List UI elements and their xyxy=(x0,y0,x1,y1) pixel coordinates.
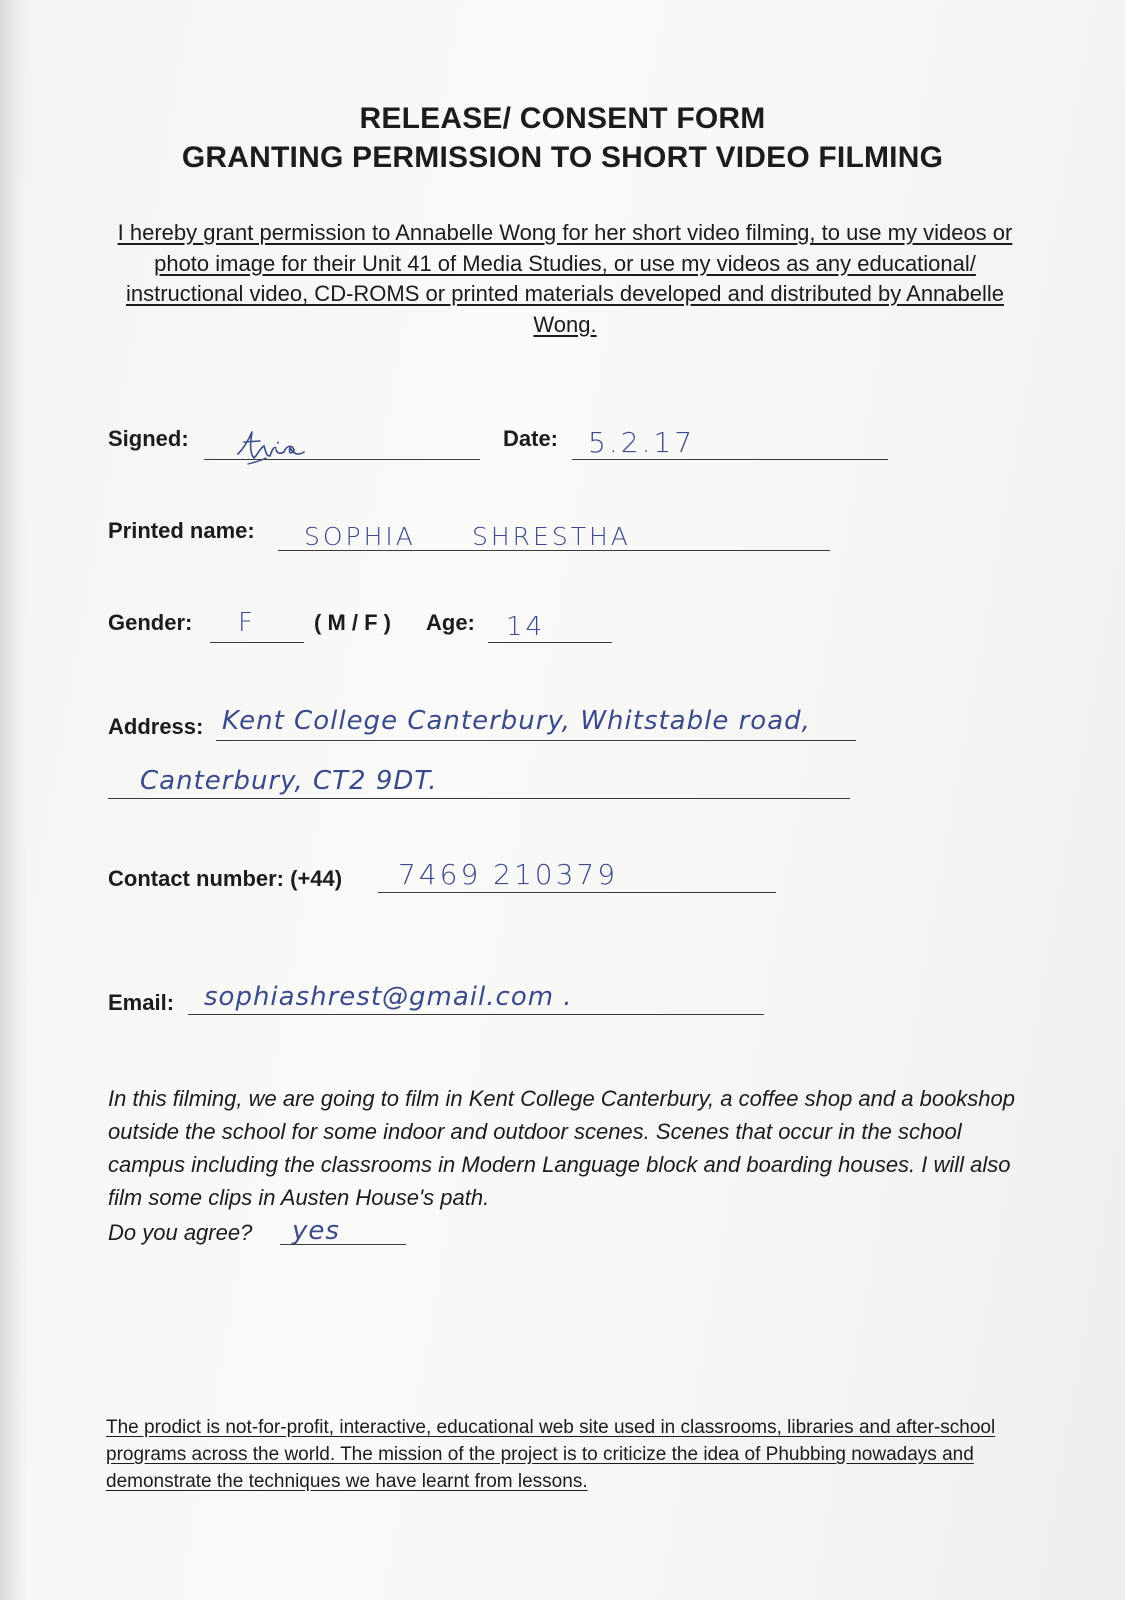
printed-first-name: SOPHIA xyxy=(304,522,416,551)
date-value: 5.2.17 xyxy=(588,426,696,459)
address-label: Address: xyxy=(108,714,204,739)
printed-name-label: Printed name: xyxy=(108,518,255,543)
contact-line[interactable] xyxy=(378,892,776,893)
filming-description: In this filming, we are going to film in Kent College Canterbury, a coffee shop and a bookshop outside the school for some indoor and outdoor scenes. Scenes that occur in the school campus including the classrooms in Modern Language block and boarding houses. I will also film some clips in Austen House's path. xyxy=(108,1086,1016,1210)
form-subtitle: GRANTING PERMISSION TO SHORT VIDEO FILMING xyxy=(181,141,944,174)
address-value-line2: Canterbury, CT2 9DT. xyxy=(140,766,438,796)
age-value: 14 xyxy=(506,612,546,642)
signed-label: Signed: xyxy=(108,426,189,451)
address-line-1[interactable] xyxy=(216,740,856,741)
age-label: Age: xyxy=(426,610,475,635)
gender-options: ( M / F ) xyxy=(314,610,391,635)
form-title: RELEASE/ CONSENT FORM xyxy=(359,102,766,135)
contact-value: 7469 210379 xyxy=(398,858,619,891)
project-footer-note: The prodict is not-for-profit, interactive, educational web site used in classrooms, libraries and after-school programs across the world. The mission of the project is to criticize the idea of Phubbing nowadays and demonstrate the techniques we have learnt from lessons. xyxy=(106,1417,996,1492)
age-line[interactable] xyxy=(488,642,612,643)
email-line[interactable] xyxy=(188,1014,764,1015)
email-value: sophiashrest@gmail.com . xyxy=(204,982,573,1012)
email-label: Email: xyxy=(108,990,175,1015)
address-value-line1: Kent College Canterbury, Whitstable road, xyxy=(222,706,811,736)
scan-edge-shadow xyxy=(0,0,28,1600)
printed-last-name: SHRESTHA xyxy=(472,522,631,551)
signature-image xyxy=(232,424,312,472)
agree-question: Do you agree? xyxy=(108,1220,253,1245)
permission-statement: I hereby grant permission to Annabelle Wong for her short video filming, to use my videos or photo image for their Unit 41 of Media Studies, or use my videos as any educational/ instructional video, CD-ROMS or printed materials developed and distributed by Annabelle Wong. xyxy=(117,220,1013,337)
gender-line[interactable] xyxy=(210,642,304,643)
date-label: Date: xyxy=(503,426,559,451)
contact-label: Contact number: (+44) xyxy=(108,866,343,891)
gender-value: F xyxy=(238,608,256,638)
gender-label: Gender: xyxy=(108,610,193,635)
date-line[interactable] xyxy=(572,459,888,460)
address-line-2[interactable] xyxy=(108,798,850,799)
agree-value: yes xyxy=(292,1216,340,1246)
